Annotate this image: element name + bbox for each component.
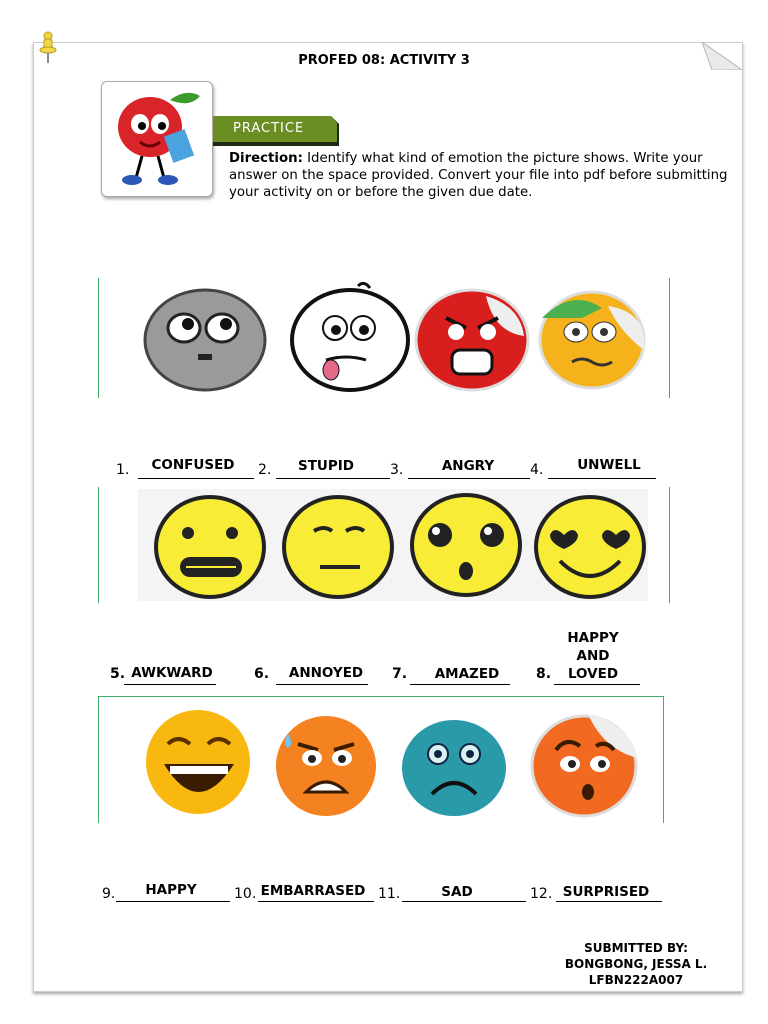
emoji-sad [402,720,506,816]
emoji-anxious [276,716,376,816]
answer-number: 11. [378,886,401,902]
activity-title: PROFED 08: ACTIVITY 3 [298,53,470,68]
answer-line [276,478,390,479]
answer-number: 1. [116,462,130,478]
apple-mascot-icon [102,82,212,196]
answer-text: CONFUSED [151,457,235,473]
answer-number: 4. [530,462,544,478]
emoji-angry [416,290,528,390]
answer-text: ANGRY [441,458,495,474]
answer-line-2: AND [576,648,610,664]
submitted-label: SUBMITTED BY: [584,941,688,955]
direction-body: Identify what kind of emotion the picture shows. Write your answer on the space provided. Convert your file into pdf before submitting your activity on or before the given due date. [229,151,728,200]
emoji-unwell [540,292,644,388]
answer-text: SAD [441,884,473,900]
answer-number: 8. [536,666,552,682]
answer-line [554,684,640,685]
answer-text: HAPPY [145,882,197,898]
answer-line [116,901,230,902]
emoji-surprised [412,495,520,595]
answer-number: 12. [530,886,553,902]
answer-text: AWKWARD [131,665,213,681]
answer-text: STUPID [297,458,355,474]
answer-line-3: LOVED [567,666,619,682]
answer-text: EMBARRASED [260,883,366,899]
submitter-name: BONGBONG, JESSA L. [564,957,708,971]
emoji-heart-eyes [536,497,644,597]
answer-line [548,478,656,479]
answer-line [410,684,510,685]
answer-number: 6. [254,666,270,682]
emoji-grimace [156,497,264,597]
answer-text: AMAZED [434,666,500,682]
answer-number: 7. [392,666,408,682]
answer-number: 5. [110,666,126,682]
answer-line [124,684,216,685]
answer-line [138,478,254,479]
answer-line [556,901,662,902]
direction-label: Direction: [229,151,303,166]
emoji-tongue-out [292,283,408,390]
answer-number: 3. [390,462,404,478]
emoji-row-3 [98,696,662,822]
submitted-by-block [556,940,716,988]
answer-line-1: HAPPY [567,630,619,646]
answer-line [258,901,374,902]
answer-text: UNWELL [577,457,641,473]
submitter-id: LFBN222A007 [588,973,684,987]
answer-number: 10. [234,886,257,902]
direction-text [229,150,729,201]
practice-label: PRACTICE [233,121,305,136]
emoji-row-2 [98,487,668,603]
answer-text: SURPRISED [562,884,650,900]
answer-line [408,478,530,479]
emoji-unamused [284,497,392,597]
answer-text-multiline [552,629,634,683]
emoji-laughing [146,710,250,814]
apple-mascot-logo [101,81,213,197]
emoji-rolling-eyes [145,290,265,390]
answer-line [402,901,526,902]
answer-line [276,684,368,685]
emoji-shocked [532,714,638,816]
answer-number: 9. [102,886,116,902]
emoji-row-1 [98,278,668,398]
answer-number: 2. [258,462,272,478]
answer-text: ANNOYED [288,665,364,681]
